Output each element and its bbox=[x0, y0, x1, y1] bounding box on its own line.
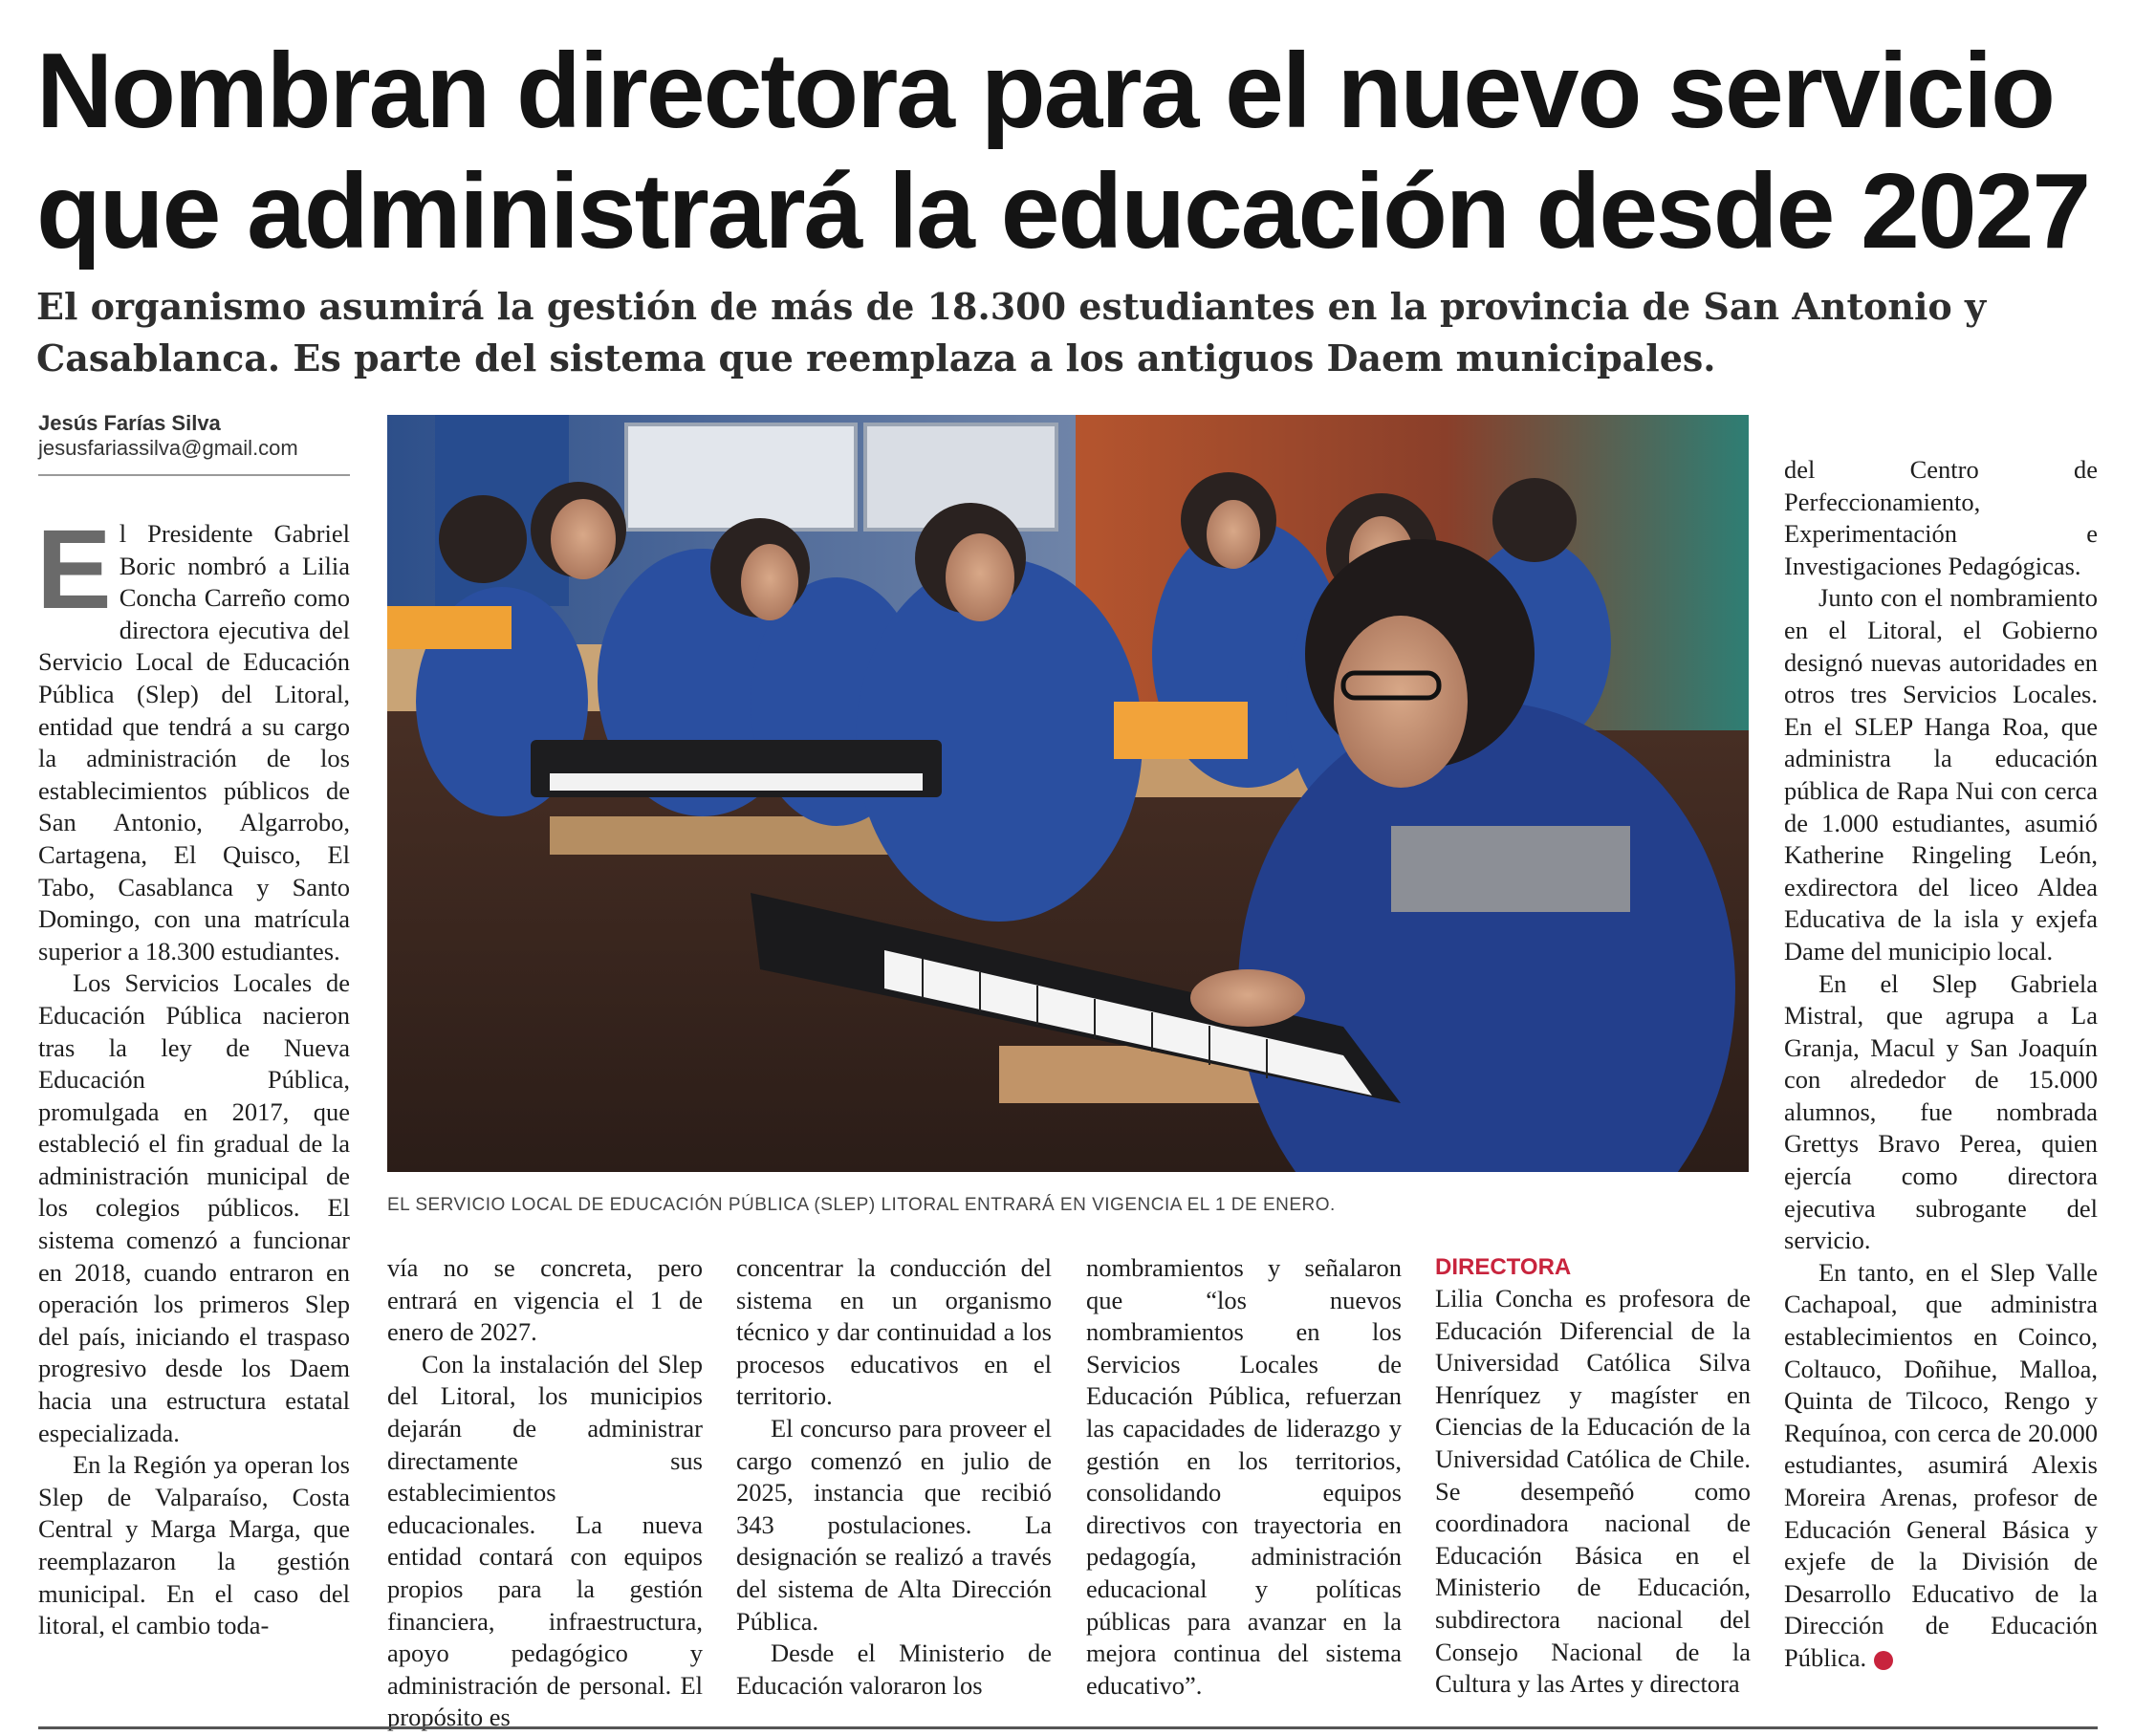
headline: Nombran directora para el nuevo servicio que administrará la educación desde 2027 bbox=[36, 32, 2090, 271]
body-column-1 bbox=[36, 507, 350, 1642]
paragraph: El concurso para proveer el cargo comenzó en julio de 2025, instancia que recibió 343 postulaciones. La designación se realizó a través del sistema de Alta Dirección Pública. bbox=[736, 1413, 1052, 1636]
drop-cap: E bbox=[36, 507, 112, 633]
page-bottom-rule bbox=[38, 1726, 2098, 1729]
byline-name: Jesús Farías Silva bbox=[38, 411, 221, 435]
byline-divider bbox=[38, 474, 350, 476]
end-of-article-icon: ✪ bbox=[1874, 1651, 1893, 1670]
body-column-4 bbox=[1086, 1252, 1402, 1702]
paragraph: nombramientos y señalaron que “los nuevos nombramientos en los Servicios Locales de Educación Pública, refuerzan las capacidades de liderazgo y gestión en los territorios, consolidando equipos directivos con trayectoria en pedagogía, administración educacional y políticas públicas para avanzar en la mejora continua del sistema educativo”. bbox=[1086, 1253, 1402, 1700]
paragraph: Lilia Concha es profesora de Educación Diferencial de la Universidad Católica Silva Henríquez y magíster en Ciencias de la Educación de la Universidad Católica de Chile. Se desempeñó como coordinadora nacional de Educación Básica en el Ministerio de Educación, subdirectora nacional del Consejo Nacional de la Cultura y las Artes y directora bbox=[1435, 1284, 1751, 1699]
body-column-5 bbox=[1435, 1252, 1751, 1701]
paragraph: Con la instalación del Slep del Litoral, los municipios dejarán de administrar directamente sus establecimientos educacionales. La nueva entidad contará con equipos propios para la gestión financiera, infraestructura, apoyo pedagógico y administración de personal. El propósito es bbox=[387, 1349, 703, 1732]
body-column-3 bbox=[736, 1252, 1052, 1702]
article-photo bbox=[387, 415, 1749, 1172]
paragraph: concentrar la conducción del sistema en un organismo técnico y dar continuidad a los procesos educativos en el territorio. bbox=[736, 1253, 1052, 1411]
body-column-2 bbox=[387, 1252, 703, 1734]
classroom-photo bbox=[387, 415, 1749, 1172]
paragraph: Los Servicios Locales de Educación Pública nacieron tras la ley de Nueva Educación Pública, promulgada en 2017, que estableció el fin gradual de la administración municipal de los colegios públicos. El sistema comenzó a funcionar en 2018, cuando entraron en operación los primeros Slep del país, iniciando el traspaso progresivo desde los Daem hacia una estructura estatal especializada. bbox=[38, 968, 350, 1447]
deck: El organismo asumirá la gestión de más de 18.300 estudiantes en la provincia de San Antonio y Casablanca. Es parte del sistema que reemplaza a los antiguos Daem municipales. bbox=[36, 285, 1987, 380]
sidebar-subhead: DIRECTORA bbox=[1435, 1254, 1572, 1280]
paragraph: En tanto, en el Slep Valle Cachapoal, que administra establecimientos en Coinco, Coltauco, Doñihue, Malloa, Quinta de Tilcoco, Rengo y Requínoa, con cerca de 20.000 estudiantes, asumirá Alexis Moreira Arenas, profesor de Educación General Básica y exjefe de la División de Desarrollo Educativo de la Dirección de Educación Pública. ✪ bbox=[1784, 1257, 2098, 1672]
paragraph: En la Región ya operan los Slep de Valparaíso, Costa Central y Marga Marga, que reemplazaron la gestión municipal. En el caso del litoral, el cambio toda- bbox=[38, 1450, 350, 1640]
paragraph: Junto con el nombramiento en el Litoral, el Gobierno designó nuevas autoridades en otros tres Servicios Locales. En el SLEP Hanga Roa, que administra la educación pública de Rapa Nui con cerca de 1.000 estudiantes, asumió Katherine Ringeling León, exdirectora del liceo Aldea Educativa de la isla y exjefa Dame del municipio local. bbox=[1784, 583, 2098, 966]
paragraph: vía no se concreta, pero entrará en vigencia el 1 de enero de 2027. bbox=[387, 1253, 703, 1347]
paragraph: Desde el Ministerio de Educación valoraron los bbox=[736, 1638, 1052, 1700]
body-column-6 bbox=[1784, 454, 2098, 1675]
paragraph: El Presidente Gabriel Boric nombró a Lilia Concha Carreño como directora ejecutiva del Servicio Local de Educación Pública (Slep) del Litoral, entidad que tendrá a su cargo la administración de los establecimientos públicos de San Antonio, Algarrobo, Cartagena, El Quisco, El Tabo, Casablanca y Santo Domingo, con una matrícula superior a 18.300 estudiantes. bbox=[36, 507, 350, 966]
paragraph: En el Slep Gabriela Mistral, que agrupa a La Granja, Macul y San Joaquín con alrededor de 15.000 alumnos, fue nombrada Grettys Bravo Perea, quien ejercía como directora ejecutiva subrogante del servicio. bbox=[1784, 968, 2098, 1255]
byline-email[interactable]: jesusfariassilva@gmail.com bbox=[38, 436, 298, 460]
photo-caption: EL SERVICIO LOCAL DE EDUCACIÓN PÚBLICA (SLEP) LITORAL ENTRARÁ EN VIGENCIA EL 1 DE ENERO. bbox=[387, 1195, 1336, 1215]
paragraph: del Centro de Perfeccionamiento, Experimentación e Investigaciones Pedagógicas. bbox=[1784, 455, 2098, 580]
